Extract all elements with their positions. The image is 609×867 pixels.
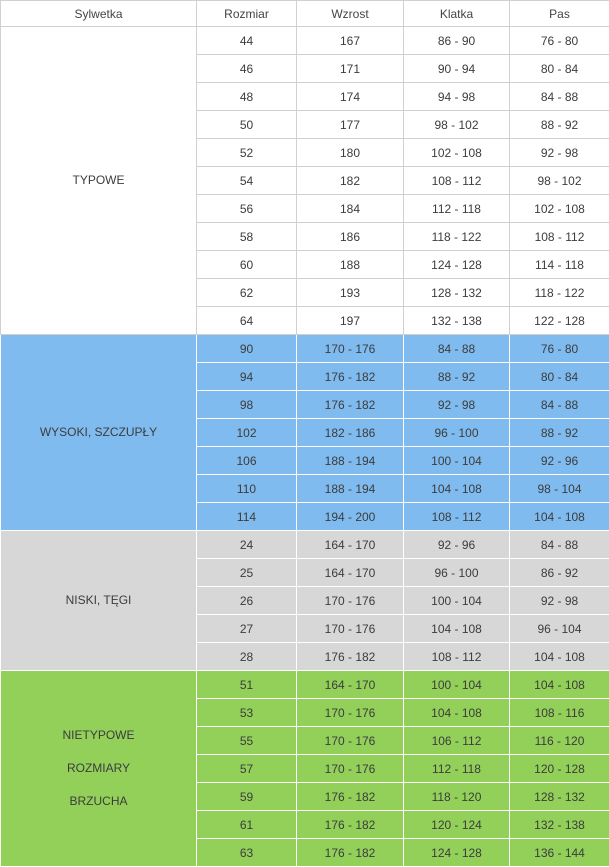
sylwetka-label-line: ROZMIARY	[1, 752, 196, 785]
rozmiar-cell: 58	[197, 223, 297, 251]
header-row	[1, 1, 609, 27]
klatka-cell: 128 - 132	[404, 279, 510, 307]
klatka-cell: 106 - 112	[404, 727, 510, 755]
wzrost-cell: 164 - 170	[297, 559, 404, 587]
klatka-cell: 100 - 104	[404, 671, 510, 699]
rozmiar-cell: 63	[197, 839, 297, 867]
header-rozmiar: Rozmiar	[197, 1, 297, 27]
pas-cell: 128 - 132	[510, 783, 609, 811]
rozmiar-cell: 26	[197, 587, 297, 615]
rozmiar-cell: 94	[197, 363, 297, 391]
sylwetka-label-line: NISKI, TĘGI	[1, 584, 196, 617]
rozmiar-cell: 25	[197, 559, 297, 587]
pas-cell: 76 - 80	[510, 335, 609, 363]
pas-cell: 120 - 128	[510, 755, 609, 783]
rozmiar-cell: 60	[197, 251, 297, 279]
klatka-cell: 100 - 104	[404, 587, 510, 615]
pas-cell: 118 - 122	[510, 279, 609, 307]
klatka-cell: 96 - 100	[404, 559, 510, 587]
klatka-cell: 98 - 102	[404, 111, 510, 139]
table-row	[1, 27, 609, 55]
rozmiar-cell: 55	[197, 727, 297, 755]
pas-cell: 86 - 92	[510, 559, 609, 587]
header-pas: Pas	[510, 1, 609, 27]
wzrost-cell: 170 - 176	[297, 335, 404, 363]
rozmiar-cell: 50	[197, 111, 297, 139]
klatka-cell: 92 - 98	[404, 391, 510, 419]
pas-cell: 136 - 144	[510, 839, 609, 867]
klatka-cell: 112 - 118	[404, 755, 510, 783]
sylwetka-label-line: NIETYPOWE	[1, 719, 196, 752]
table-row	[1, 531, 609, 559]
header-wzrost: Wzrost	[297, 1, 404, 27]
wzrost-cell: 171	[297, 55, 404, 83]
pas-cell: 84 - 88	[510, 391, 609, 419]
wzrost-cell: 197	[297, 307, 404, 335]
rozmiar-cell: 27	[197, 615, 297, 643]
pas-cell: 132 - 138	[510, 811, 609, 839]
wzrost-cell: 170 - 176	[297, 727, 404, 755]
wzrost-cell: 176 - 182	[297, 363, 404, 391]
klatka-cell: 104 - 108	[404, 615, 510, 643]
klatka-cell: 118 - 122	[404, 223, 510, 251]
wzrost-cell: 180	[297, 139, 404, 167]
pas-cell: 92 - 98	[510, 587, 609, 615]
klatka-cell: 90 - 94	[404, 55, 510, 83]
rozmiar-cell: 59	[197, 783, 297, 811]
pas-cell: 104 - 108	[510, 643, 609, 671]
wzrost-cell: 176 - 182	[297, 643, 404, 671]
pas-cell: 98 - 102	[510, 167, 609, 195]
pas-cell: 96 - 104	[510, 615, 609, 643]
klatka-cell: 108 - 112	[404, 503, 510, 531]
klatka-cell: 100 - 104	[404, 447, 510, 475]
wzrost-cell: 170 - 176	[297, 699, 404, 727]
wzrost-cell: 194 - 200	[297, 503, 404, 531]
klatka-cell: 94 - 98	[404, 83, 510, 111]
sylwetka-label-line: TYPOWE	[1, 164, 196, 197]
pas-cell: 122 - 128	[510, 307, 609, 335]
sylwetka-label-line: BRZUCHA	[1, 785, 196, 818]
pas-cell: 80 - 84	[510, 363, 609, 391]
wzrost-cell: 182	[297, 167, 404, 195]
klatka-cell: 120 - 124	[404, 811, 510, 839]
rozmiar-cell: 114	[197, 503, 297, 531]
rozmiar-cell: 57	[197, 755, 297, 783]
rozmiar-cell: 62	[197, 279, 297, 307]
pas-cell: 116 - 120	[510, 727, 609, 755]
pas-cell: 114 - 118	[510, 251, 609, 279]
pas-cell: 102 - 108	[510, 195, 609, 223]
wzrost-cell: 170 - 176	[297, 587, 404, 615]
wzrost-cell: 164 - 170	[297, 531, 404, 559]
wzrost-cell: 167	[297, 27, 404, 55]
rozmiar-cell: 24	[197, 531, 297, 559]
wzrost-cell: 193	[297, 279, 404, 307]
rozmiar-cell: 46	[197, 55, 297, 83]
pas-cell: 92 - 96	[510, 447, 609, 475]
rozmiar-cell: 53	[197, 699, 297, 727]
klatka-cell: 124 - 128	[404, 839, 510, 867]
wzrost-cell: 174	[297, 83, 404, 111]
sylwetka-label-line: WYSOKI, SZCZUPŁY	[1, 416, 196, 449]
pas-cell: 92 - 98	[510, 139, 609, 167]
pas-cell: 98 - 104	[510, 475, 609, 503]
pas-cell: 108 - 112	[510, 223, 609, 251]
sylwetka-cell-niski	[1, 531, 197, 671]
wzrost-cell: 177	[297, 111, 404, 139]
wzrost-cell: 176 - 182	[297, 783, 404, 811]
pas-cell: 108 - 116	[510, 699, 609, 727]
wzrost-cell: 188 - 194	[297, 475, 404, 503]
rozmiar-cell: 44	[197, 27, 297, 55]
wzrost-cell: 188 - 194	[297, 447, 404, 475]
wzrost-cell: 170 - 176	[297, 615, 404, 643]
rozmiar-cell: 90	[197, 335, 297, 363]
klatka-cell: 104 - 108	[404, 475, 510, 503]
rozmiar-cell: 64	[197, 307, 297, 335]
rozmiar-cell: 110	[197, 475, 297, 503]
table-row	[1, 335, 609, 363]
wzrost-cell: 170 - 176	[297, 755, 404, 783]
rozmiar-cell: 52	[197, 139, 297, 167]
rozmiar-cell: 51	[197, 671, 297, 699]
rozmiar-cell: 28	[197, 643, 297, 671]
wzrost-cell: 164 - 170	[297, 671, 404, 699]
klatka-cell: 92 - 96	[404, 531, 510, 559]
pas-cell: 88 - 92	[510, 419, 609, 447]
sylwetka-cell-wysoki	[1, 335, 197, 531]
pas-cell: 84 - 88	[510, 531, 609, 559]
rozmiar-cell: 106	[197, 447, 297, 475]
klatka-cell: 102 - 108	[404, 139, 510, 167]
wzrost-cell: 184	[297, 195, 404, 223]
klatka-cell: 132 - 138	[404, 307, 510, 335]
pas-cell: 80 - 84	[510, 55, 609, 83]
rozmiar-cell: 98	[197, 391, 297, 419]
klatka-cell: 112 - 118	[404, 195, 510, 223]
pas-cell: 104 - 108	[510, 503, 609, 531]
table-body	[1, 27, 609, 867]
klatka-cell: 84 - 88	[404, 335, 510, 363]
table-row	[1, 671, 609, 699]
sylwetka-cell-nietypowe	[1, 671, 197, 867]
wzrost-cell: 186	[297, 223, 404, 251]
klatka-cell: 96 - 100	[404, 419, 510, 447]
klatka-cell: 108 - 112	[404, 643, 510, 671]
wzrost-cell: 176 - 182	[297, 391, 404, 419]
header-sylwetka: Sylwetka	[1, 1, 197, 27]
klatka-cell: 118 - 120	[404, 783, 510, 811]
rozmiar-cell: 102	[197, 419, 297, 447]
klatka-cell: 124 - 128	[404, 251, 510, 279]
rozmiar-cell: 56	[197, 195, 297, 223]
wzrost-cell: 188	[297, 251, 404, 279]
pas-cell: 88 - 92	[510, 111, 609, 139]
rozmiar-cell: 48	[197, 83, 297, 111]
klatka-cell: 108 - 112	[404, 167, 510, 195]
wzrost-cell: 182 - 186	[297, 419, 404, 447]
wzrost-cell: 176 - 182	[297, 811, 404, 839]
pas-cell: 84 - 88	[510, 83, 609, 111]
klatka-cell: 104 - 108	[404, 699, 510, 727]
rozmiar-cell: 61	[197, 811, 297, 839]
pas-cell: 76 - 80	[510, 27, 609, 55]
rozmiar-cell: 54	[197, 167, 297, 195]
pas-cell: 104 - 108	[510, 671, 609, 699]
wzrost-cell: 176 - 182	[297, 839, 404, 867]
sylwetka-cell-typowe	[1, 27, 197, 335]
klatka-cell: 88 - 92	[404, 363, 510, 391]
klatka-cell: 86 - 90	[404, 27, 510, 55]
header-klatka: Klatka	[404, 1, 510, 27]
